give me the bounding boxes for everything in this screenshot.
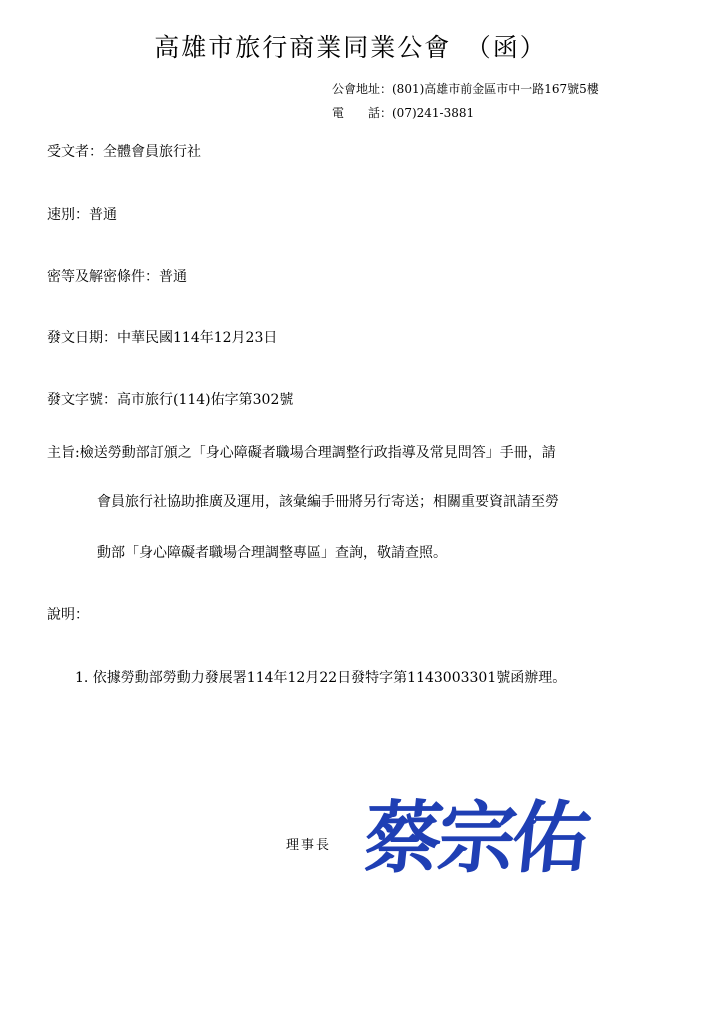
association-phone: 電 話：(07)241-3881 <box>332 106 475 120</box>
explanation-label: 說明： <box>47 607 89 623</box>
chairman-label: 理事長 <box>286 838 332 853</box>
association-address: 公會地址：(801)高雄市前金區市中一路167號5樓 <box>332 82 599 96</box>
issue-date-field: 發文日期：中華民國114年12月23日 <box>47 330 278 346</box>
recipient-field: 受文者：全體會員旅行社 <box>47 144 201 160</box>
chairman-signature: 蔡宗佑 <box>359 793 592 884</box>
document-title: 高雄市旅行商業同業公會 （函） <box>154 33 547 62</box>
speed-field: 速別：普通 <box>47 207 117 223</box>
subject-line-2: 會員旅行社協助推廣及運用，該彙編手冊將另行寄送；相關重要資訊請至勞 <box>97 494 559 510</box>
reference-number-field: 發文字號：高市旅行(114)佑字第302號 <box>47 392 294 408</box>
subject-line-3: 動部「身心障礙者職場合理調整專區」查詢，敬請查照。 <box>97 545 447 561</box>
security-field: 密等及解密條件：普通 <box>47 269 187 285</box>
subject-line-1: 主旨:檢送勞動部訂頒之「身心障礙者職場合理調整行政指導及常見問答」手冊，請 <box>47 445 556 461</box>
explanation-item: 1. 依據勞動部勞動力發展署114年12月22日發特字第1143003301號函辦理。 <box>75 670 567 686</box>
